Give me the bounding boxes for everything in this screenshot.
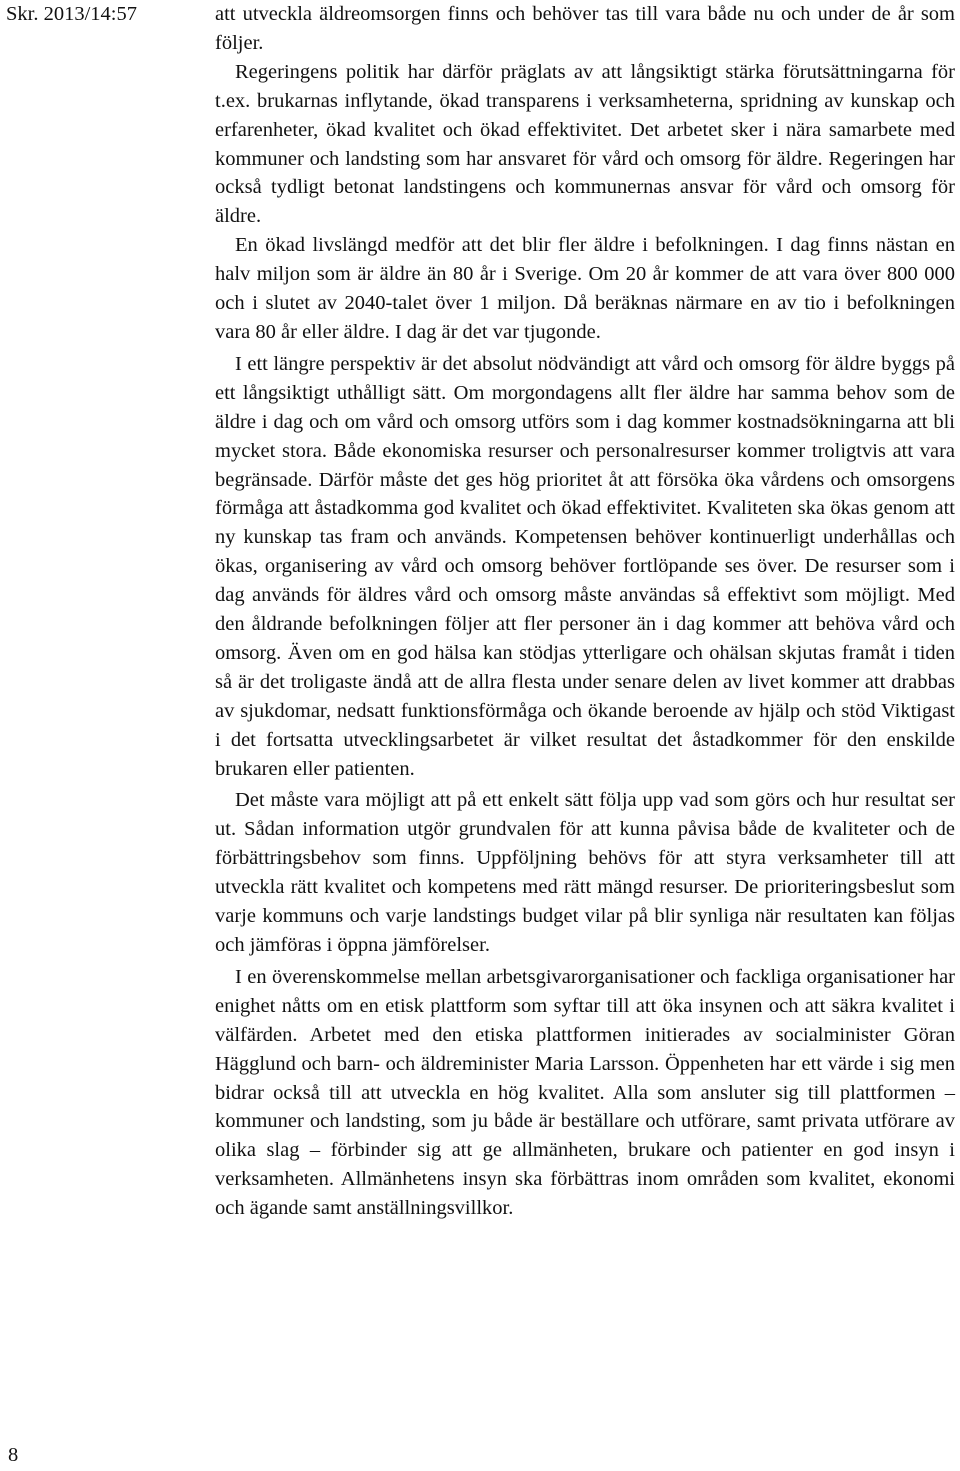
page-number: 8 xyxy=(8,1444,19,1466)
document-body xyxy=(215,0,955,1223)
paragraph: att utveckla äldreomsorgen finns och behöver tas till vara både nu och under de år som följer. xyxy=(215,3,955,54)
document-reference: Skr. 2013/14:57 xyxy=(6,3,137,25)
paragraph: I en överenskommelse mellan arbetsgivarorganisationer och fackliga organisationer har enighet nåtts om en etisk plattform som syftar till att öka insynen och att säkra kvalitet i välfärden. Arbetet med den etiska plattformen initierades av socialminister Göran Hägglund och barn- och äldreminister Maria Larsson. Öppenheten har ett värde i sig men bidrar också till att utveckla en hög kvalitet. Alla som ansluter sig till plattformen – kommuner och landsting, som ju både är beställare och utförare, samt privata utförare av olika slag – förbinder sig att ge allmänheten, brukare och patienter en god insyn i verksamheten. Allmänhetens insyn ska förbättras inom områden som kvalitet, ekonomi och ägande samt anställningsvillkor. xyxy=(215,965,955,1220)
paragraph: En ökad livslängd medför att det blir fler äldre i befolkningen. I dag finns nästan en halv miljon som är äldre än 80 år i Sverige. Om 20 år kommer de att vara över 800 000 och i slutet av 2040-talet över 1 miljon. Då beräknas närmare en av tio i befolkningen vara 80 år eller äldre. I dag är det var tjugonde. xyxy=(215,234,955,343)
paragraph: I ett längre perspektiv är det absolut nödvändigt att vård och omsorg för äldre byggs på ett långsiktigt uthålligt sätt. Om morgondagens allt fler äldre har samma behov som de äldre i dag och om vård och omsorg utförs som i dag kommer kostnadsökningarna att bli mycket stora. Både ekonomiska resurser och personalresurser kommer troligtvis att vara begränsade. Därför måste det ges hög prioritet åt att försöka öka vårdens och omsorgens förmåga att åstadkomma god kvalitet och ökad effektivitet. Kvaliteten ska ökas genom att ny kunskap tas fram och används. Kompetensen behöver kontinuerligt underhållas och ökas, organisering av vård och omsorg behöver fortlöpande ses över. De resurser som i dag används för äldres vård och omsorg måste användas så effektivt som möjligt. Med den åldrande befolkningen följer att fler personer än i dag kommer att behöva vård och omsorg. Även om en god hälsa kan stödjas ytterligare och ohälsan skjutas framåt i tiden så är det troligaste ändå att de allra flesta under senare delen av livet kommer att drabbas av sjukdomar, nedsatt funktionsförmåga och ökande beroende av hjälp och stöd Viktigast i det fortsatta utvecklingsarbetet är vilket resultat det åstadkommer för den enskilde brukaren eller patienten. xyxy=(215,352,955,780)
paragraph: Regeringens politik har därför präglats av att långsiktigt stärka förutsättningarna för t.ex. brukarnas inflytande, ökad transparens i verksamheterna, spridning av kunskap och erfarenheter, ökad kvalitet och ökad effektivitet. Det arbetet sker i nära samarbete med kommuner och landsting som har ansvaret för vård och omsorg för äldre. Regeringen har också tydligt betonat landstingens och kommunernas ansvar för vård och omsorg för äldre. xyxy=(215,60,955,228)
paragraph: Det måste vara möjligt att på ett enkelt sätt följa upp vad som görs och hur resultat ser ut. Sådan information utgör grundvalen för att kunna påvisa både de kvaliteter och de förbättringsbehov som finns. Uppföljning behövs för att styra verksamheter till att utveckla rätt kvalitet och kompetens med rätt mängd resurser. De prioriteringsbeslut som varje kommuns och varje landstings budget vilar på blir synliga när resultaten kan följas och jämföras i öppna jämförelser. xyxy=(215,789,955,956)
